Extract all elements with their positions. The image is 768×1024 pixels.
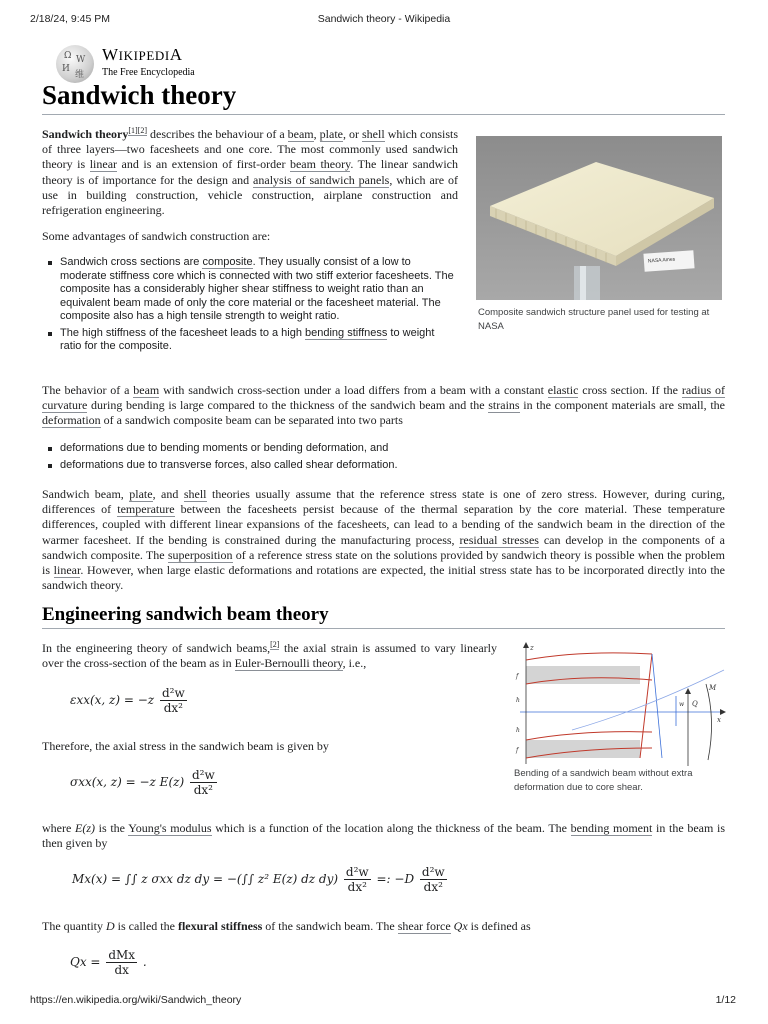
wikipedia-wordmark: WIKIPEDIA <box>102 45 183 64</box>
diagram-label-f-top: f <box>516 673 519 680</box>
list-item: deformations due to bending moments or bending deformation, and <box>42 442 725 456</box>
figure-caption: Composite sandwich structure panel used for testing at NASA <box>478 307 710 332</box>
link-temperature[interactable]: temperature <box>117 502 175 517</box>
link-superposition[interactable]: superposition <box>167 547 233 562</box>
print-datetime: 2/18/24, 9:45 PM <box>30 13 110 25</box>
diagram-label-m: M <box>709 684 717 692</box>
photo-label-text: NASA Ames <box>647 256 676 265</box>
equation-axial-stress: σxx(x, z) = −z E(z) $\frac{\text{d²w}}{\text{dx²}}$ <box>70 768 215 797</box>
figure-caption: Bending of a sandwich beam without extra deformation due to core shear. <box>514 768 693 793</box>
section-heading: Engineering sandwich beam theory <box>42 604 329 625</box>
list-item: The high stiffness of the facesheet leads to a high bending stiffness to weight ratio for the composite. <box>42 327 458 354</box>
therefore-text: Therefore, the axial stress in the sandwich beam is given by <box>42 739 329 753</box>
diagram-label-f-bottom: f <box>516 747 519 754</box>
sandwich-bending-diagram[interactable] <box>512 640 726 766</box>
link-composite[interactable]: composite <box>202 256 253 268</box>
engineering-intro-paragraph: In the engineering theory of sandwich beams,[2] the axial strain is assumed to vary linearly over the cross-section of the beam as in Euler-Bernoulli theory, i.e., <box>42 640 497 671</box>
link-strains[interactable]: strains <box>488 398 520 413</box>
link-beam[interactable]: beam <box>287 127 314 141</box>
wikipedia-logo[interactable] <box>56 43 216 83</box>
diagram-label-q: Q <box>692 700 698 708</box>
link-shell[interactable]: shell <box>183 487 207 501</box>
diagram-label-h-bottom: h <box>516 727 520 734</box>
link-bending-stiffness[interactable]: bending stiffness <box>305 326 388 339</box>
link-beam[interactable]: beam <box>133 383 160 397</box>
ref-link-2[interactable]: [2] <box>137 126 148 135</box>
equation-bending-moment: Mx(x) = ∫∫ z σxx dz dy = −(∫∫ z² E(z) dz dy) $\frac{\text{d²w}}{\text{dx²}}$ =: −D $\frac{\text{d²w}}{\text{dx²}}$ <box>72 865 445 894</box>
link-beam-theory[interactable]: beam theory <box>289 157 351 172</box>
diagram-label-x: x <box>717 716 721 724</box>
behavior-paragraph: The behavior of a beam with sandwich cross-section under a load differs from a beam with a constant elastic cross section. If the radius of curvature during bending is large compared to the thickness of the sandwich beam and the strains in the component materials are small, the deformation of a sandwich composite beam can be separated into two parts <box>42 383 725 428</box>
print-tab-title: Sandwich theory - Wikipedia <box>317 13 451 25</box>
link-elastic[interactable]: elastic <box>547 383 579 397</box>
link-linear[interactable]: linear <box>53 563 81 578</box>
advantages-intro: Some advantages of sandwich construction are: <box>42 229 271 243</box>
ref-link-1[interactable]: [1] <box>128 126 138 135</box>
link-linear[interactable]: linear <box>89 157 118 172</box>
deformation-parts-list <box>42 442 725 475</box>
wikipedia-globe-icon: Ω W И 维 <box>56 45 94 83</box>
figure-sandwich-bending <box>512 640 726 800</box>
title-divider <box>42 114 725 115</box>
link-youngs-modulus[interactable]: Young's modulus <box>128 821 212 835</box>
link-analysis-sandwich-panels[interactable]: analysis of sandwich panels <box>253 172 390 187</box>
diagram-label-z: z <box>530 644 534 652</box>
link-plate[interactable]: plate <box>319 127 343 141</box>
link-shell[interactable]: shell <box>362 127 385 141</box>
equation-shear-force: Qx = $\frac{\text{dMx}}{dx}$ . <box>70 948 147 977</box>
diagram-label-w: w <box>679 701 685 708</box>
link-deformation[interactable]: deformation <box>42 413 101 428</box>
print-page-counter: 1/12 <box>715 994 736 1006</box>
link-bending-moment[interactable]: bending moment <box>570 821 653 835</box>
link-radius-of-curvature[interactable]: radius of curvature <box>42 383 725 413</box>
ref-link-2[interactable]: [2] <box>270 640 280 649</box>
section-divider <box>42 628 725 629</box>
wikipedia-tagline: The Free Encyclopedia <box>102 67 195 78</box>
link-residual-stresses[interactable]: residual stresses <box>459 532 539 547</box>
link-euler-bernoulli-theory[interactable]: Euler-Bernoulli theory <box>234 656 343 671</box>
sandwich-panel-photo[interactable] <box>476 136 722 300</box>
page-title: Sandwich theory <box>42 80 237 110</box>
link-shear-force[interactable]: shear force <box>397 919 451 933</box>
figure-sandwich-panel <box>476 136 722 340</box>
list-item: Sandwich cross sections are composite. They usually consist of a low to moderate stiffness core which is connected with two stiff exterior facesheets. The composite has a considerably higher shear stiffness to weight ratio than an equivalent beam made of only the core material or the facesheet material. The composite also has a high tensile strength to weight ratio. <box>42 256 458 324</box>
print-url: https://en.wikipedia.org/wiki/Sandwich_theory <box>30 994 242 1006</box>
link-plate[interactable]: plate <box>129 487 153 501</box>
bending-moment-paragraph: where E(z) is the Young's modulus which is a function of the location along the thickness of the beam. The bending moment in the beam is then given by <box>42 821 725 851</box>
list-item: deformations due to transverse forces, also called shear deformation. <box>42 459 725 473</box>
equation-axial-strain: εxx(x, z) = −z $\frac{\text{d²w}}{\text{dx²}}$ <box>70 686 185 715</box>
intro-paragraph: Sandwich theory[1][2] describes the behaviour of a beam, plate, or shell which consists of three layers—two facesheets and one core. The most commonly used sandwich theory is linear and is an extension of first-order beam theory. The linear sandwich theory is of importance for the design and analysis of sandwich panels, which are of use in building construction, vehicle construction, airplane construction and refrigeration engineering. <box>42 126 459 218</box>
sandwich-panel-illustration <box>476 136 722 300</box>
flexural-stiffness-paragraph: The quantity D is called the flexural stiffness of the sandwich beam. The shear force Qx is defined as <box>42 919 531 933</box>
reference-stress-paragraph: Sandwich beam, plate, and shell theories usually assume that the reference stress state is one of zero stress. However, during curing, differences of temperature between the facesheets persist because of the thermal separation by the core material. These temperature differences, coupled with different linear expansions of the facesheets, can lead to a bending of the sandwich beam in the direction of the warmer facesheet. If the bending is constrained during the manufacturing process, residual stresses can develop in the components of a sandwich composite. The superposition of a reference stress state on the solutions provided by sandwich theory is possible when the problem is linear. However, when large elastic deformations and rotations are expected, the initial stress state has to be incorporated directly into the sandwich theory. <box>42 487 726 593</box>
diagram-label-h-top: h <box>516 697 520 704</box>
advantages-list <box>42 256 458 357</box>
